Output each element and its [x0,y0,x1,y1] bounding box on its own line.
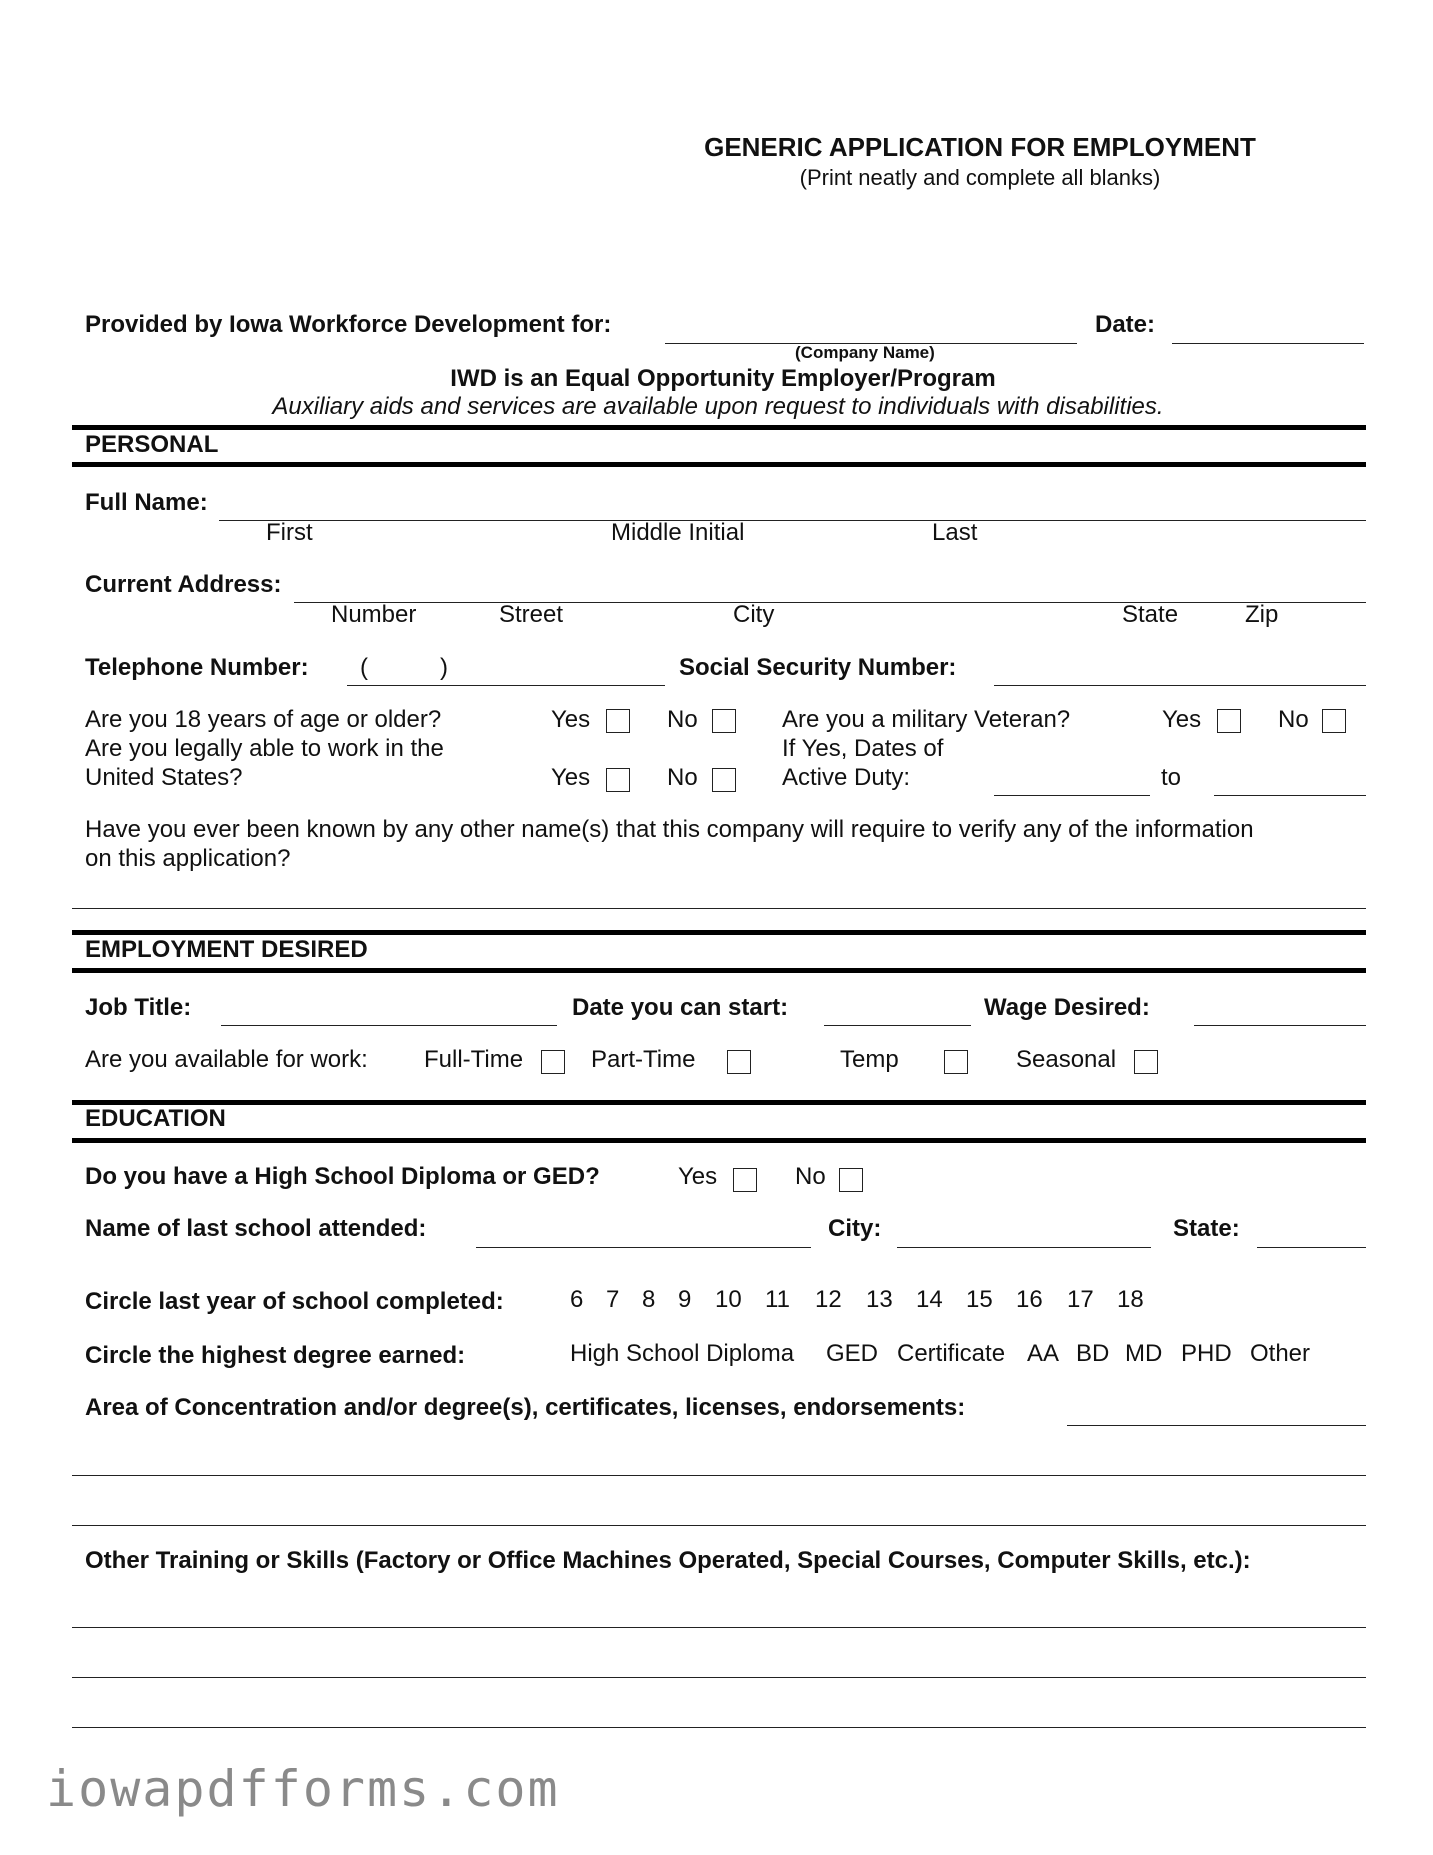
job-title-label: Job Title: [85,994,192,1021]
yes-label: Yes [1162,706,1202,733]
section-heading-employment: EMPLOYMENT DESIRED [85,936,368,963]
degree-option[interactable]: Other [1250,1340,1311,1367]
form-subtitle: (Print neatly and complete all blanks) [799,165,1161,190]
year-option[interactable]: 7 [606,1286,620,1313]
yes-label: Yes [551,764,591,791]
degree-option[interactable]: High School Diploma [570,1340,795,1367]
concentration-field[interactable] [72,1525,1366,1526]
year-option[interactable]: 14 [916,1286,943,1313]
part-time-checkbox[interactable] [727,1050,751,1074]
no-label: No [667,764,698,791]
part-time-label: Part-Time [591,1046,696,1073]
wage-label: Wage Desired: [984,994,1150,1021]
active-duty-from-field[interactable] [994,795,1150,796]
concentration-field[interactable] [1067,1425,1366,1426]
year-option[interactable]: 15 [966,1286,993,1313]
concentration-label: Area of Concentration and/or degree(s), certificates, licenses, endorsements: [85,1394,966,1421]
form-title: GENERIC APPLICATION FOR EMPLOYMENT [704,132,1256,162]
seasonal-checkbox[interactable] [1134,1050,1158,1074]
legal-no-checkbox[interactable] [712,768,736,792]
address-city-caption: City [733,601,775,628]
age-no-checkbox[interactable] [712,709,736,733]
other-names-question-line1: Have you ever been known by any other name(s) that this company will require to verify any of the information [85,816,1254,843]
ssn-field[interactable] [994,685,1366,686]
watermark: iowapdfforms.com [46,1760,560,1818]
full-time-label: Full-Time [424,1046,524,1073]
wage-field[interactable] [1194,1025,1366,1026]
school-state-label: State: [1173,1215,1240,1242]
degree-option[interactable]: Certificate [897,1340,1006,1367]
phone-paren-open: ( [360,654,368,681]
degree-option[interactable]: PHD [1181,1340,1232,1367]
start-date-field[interactable] [824,1025,971,1026]
year-option[interactable]: 16 [1016,1286,1043,1313]
veteran-no-checkbox[interactable] [1322,709,1346,733]
veteran-question: Are you a military Veteran? [782,706,1071,733]
yes-label: Yes [551,706,591,733]
section-rule [72,968,1366,973]
job-title-field[interactable] [221,1025,557,1026]
phone-label: Telephone Number: [85,654,309,681]
phone-field[interactable] [347,685,665,686]
eoe-statement: IWD is an Equal Opportunity Employer/Program [450,365,996,392]
address-field[interactable] [294,602,1366,603]
ssn-label: Social Security Number: [679,654,957,681]
full-time-checkbox[interactable] [541,1050,565,1074]
concentration-field[interactable] [72,1475,1366,1476]
section-rule [72,425,1366,430]
temp-checkbox[interactable] [944,1050,968,1074]
full-name-field[interactable] [219,520,1366,521]
yes-label: Yes [678,1163,718,1190]
date-label: Date: [1095,311,1156,338]
age-question: Are you 18 years of age or older? [85,706,442,733]
address-label: Current Address: [85,571,282,598]
section-rule [72,1138,1366,1143]
veteran-yes-checkbox[interactable] [1217,709,1241,733]
active-duty-label-line1: If Yes, Dates of [782,735,944,762]
degree-option[interactable]: GED [826,1340,879,1367]
availability-label: Are you available for work: [85,1046,368,1073]
training-label: Other Training or Skills (Factory or Office Machines Operated, Special Courses, Computer Skills, etc.): [85,1547,1251,1574]
section-heading-personal: PERSONAL [85,431,219,458]
section-rule [72,930,1366,935]
start-date-label: Date you can start: [572,994,789,1021]
highest-degree-label: Circle the highest degree earned: [85,1342,466,1369]
year-option[interactable]: 13 [866,1286,893,1313]
legal-yes-checkbox[interactable] [606,768,630,792]
active-duty-label-line2: Active Duty: [782,764,911,791]
last-year-label: Circle last year of school completed: [85,1288,504,1315]
diploma-question: Do you have a High School Diploma or GED? [85,1163,600,1190]
degree-option[interactable]: MD [1125,1340,1163,1367]
no-label: No [795,1163,826,1190]
school-city-field[interactable] [897,1247,1151,1248]
age-yes-checkbox[interactable] [606,709,630,733]
middle-initial-caption: Middle Initial [611,519,745,546]
training-field[interactable] [72,1677,1366,1678]
year-option[interactable]: 6 [570,1286,584,1313]
provider-label: Provided by Iowa Workforce Development for: [85,311,612,338]
year-option[interactable]: 9 [678,1286,692,1313]
diploma-no-checkbox[interactable] [839,1168,863,1192]
address-zip-caption: Zip [1245,601,1279,628]
full-name-label: Full Name: [85,489,208,516]
training-field[interactable] [72,1727,1366,1728]
year-option[interactable]: 10 [715,1286,742,1313]
year-option[interactable]: 8 [642,1286,656,1313]
no-label: No [667,706,698,733]
legal-question-line2: United States? [85,764,243,791]
no-label: No [1278,706,1309,733]
other-names-field[interactable] [72,908,1366,909]
degree-option[interactable]: BD [1076,1340,1110,1367]
address-state-caption: State [1122,601,1179,628]
temp-label: Temp [840,1046,899,1073]
date-field[interactable] [1172,343,1364,344]
active-duty-to-label: to [1161,764,1182,791]
address-number-caption: Number [331,601,417,628]
active-duty-to-field[interactable] [1214,795,1366,796]
seasonal-label: Seasonal [1016,1046,1117,1073]
company-name-caption: (Company Name) [795,343,935,362]
year-option[interactable]: 11 [765,1286,790,1313]
diploma-yes-checkbox[interactable] [733,1168,757,1192]
year-option[interactable]: 18 [1117,1286,1144,1313]
last-name-caption: Last [932,519,978,546]
address-street-caption: Street [499,601,564,628]
other-names-question-line2: on this application? [85,845,291,872]
legal-question-line1: Are you legally able to work in the [85,735,444,762]
school-name-field[interactable] [476,1247,811,1248]
school-city-label: City: [828,1215,882,1242]
section-heading-education: EDUCATION [85,1105,226,1132]
aux-statement: Auxiliary aids and services are available upon request to individuals with disabilities. [272,393,1164,420]
first-name-caption: First [266,519,313,546]
year-option[interactable]: 17 [1067,1286,1094,1313]
school-state-field[interactable] [1257,1247,1366,1248]
year-option[interactable]: 12 [815,1286,842,1313]
school-name-label: Name of last school attended: [85,1215,427,1242]
training-field[interactable] [72,1627,1366,1628]
phone-paren-close: ) [440,654,448,681]
section-rule [72,1100,1366,1105]
degree-option[interactable]: AA [1027,1340,1060,1367]
section-rule [72,462,1366,467]
